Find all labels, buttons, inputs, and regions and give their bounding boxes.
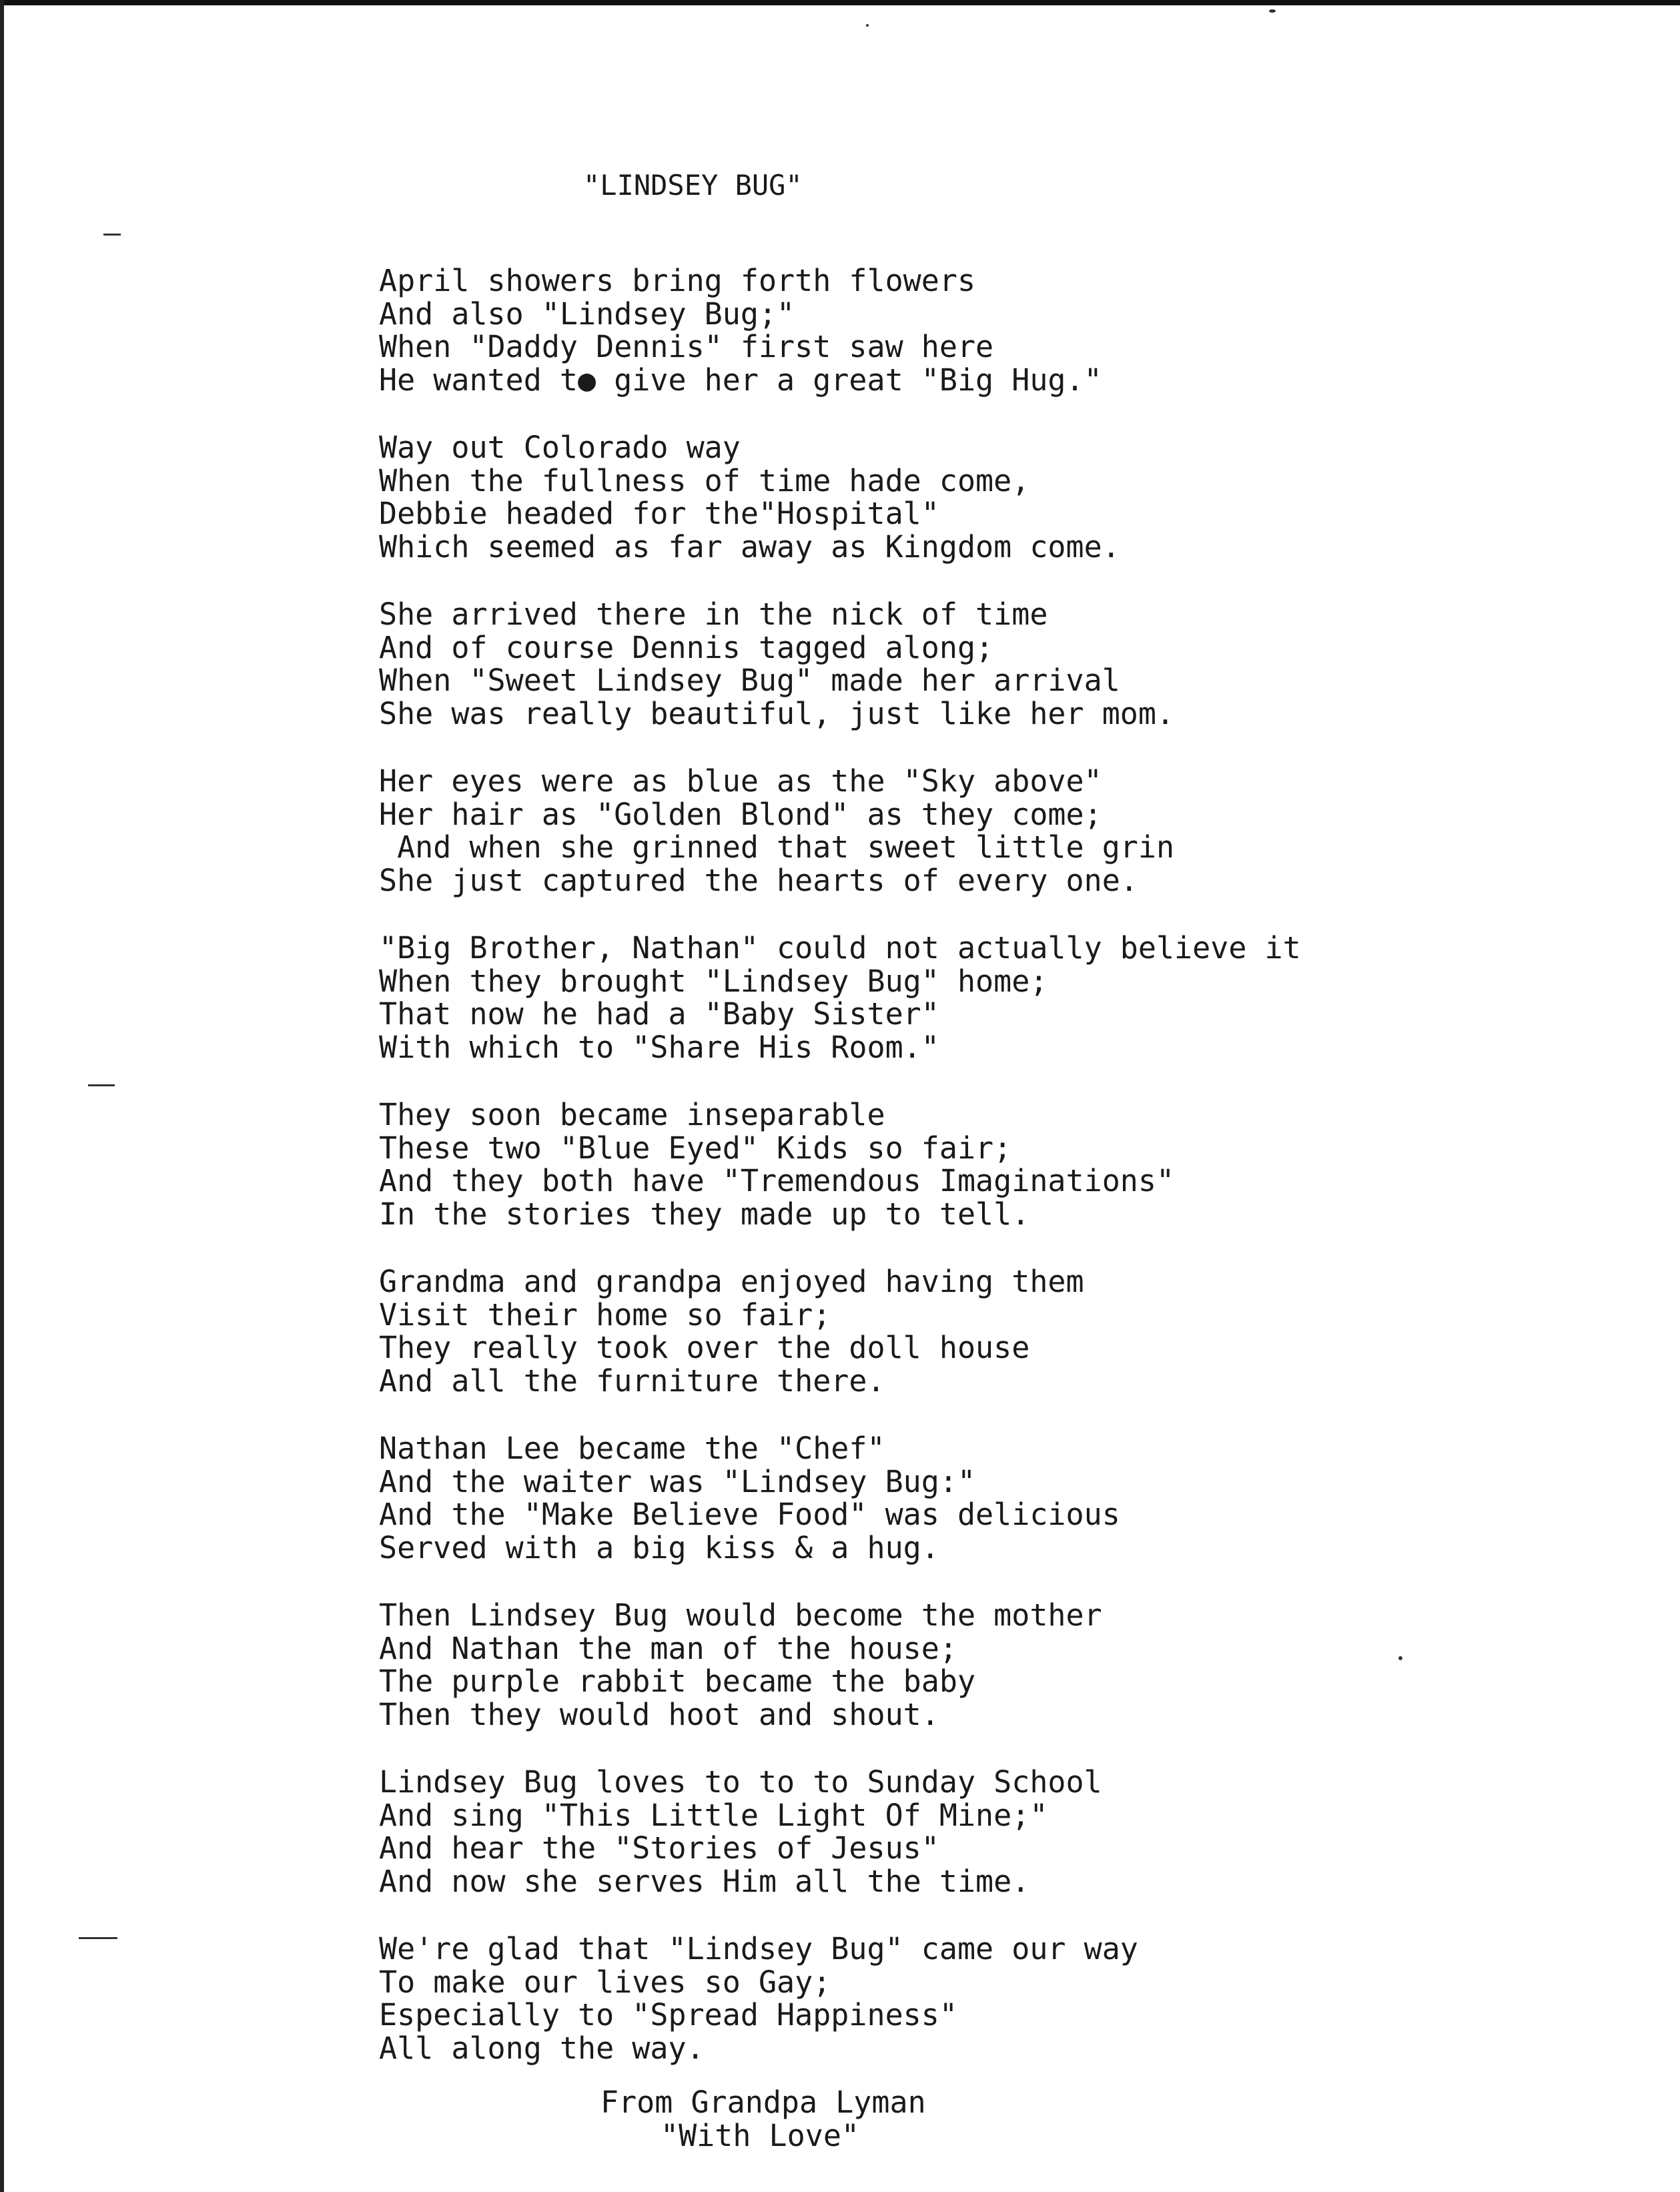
signature-from: From Grandpa Lyman (600, 2085, 926, 2120)
poem-line: To make our lives so Gay; (379, 1964, 831, 2000)
poem-line: When the fullness of time hade come, (379, 462, 1030, 498)
poem-line: That now he had a "Baby Sister" (379, 996, 939, 1032)
poem-line: She just captured the hearts of every one. (379, 862, 1138, 898)
poem-line: And they both have "Tremendous Imaginations" (379, 1163, 1175, 1198)
poem-line: And now she serves Him all the time. (379, 1863, 1030, 1899)
stanza (379, 598, 1301, 730)
poem-line: Grandma and grandpa enjoyed having them (379, 1264, 1084, 1299)
poem-line: Served with a big kiss & a hug. (379, 1529, 939, 1565)
stanza (379, 431, 1301, 563)
poem-line: With which to "Share His Room." (379, 1029, 939, 1065)
poem-line: And the "Make Believe Food" was delicious (379, 1497, 1120, 1532)
stanza (379, 1599, 1301, 1731)
poem-body (379, 264, 1301, 2099)
poem-line: Then Lindsey Bug would become the mother (379, 1597, 1102, 1633)
margin-mark (88, 1084, 115, 1086)
stanza (379, 1432, 1301, 1564)
stanza (379, 765, 1301, 897)
poem-line: And the waiter was "Lindsey Bug:" (379, 1463, 976, 1499)
poem-line: She was really beautiful, just like her mom. (379, 695, 1175, 731)
poem-line: The purple rabbit became the baby (379, 1664, 976, 1699)
poem-line: These two "Blue Eyed" Kids so fair; (379, 1130, 1012, 1166)
paper-speck (1269, 9, 1276, 13)
poem-line: Especially to "Spread Happiness" (379, 1997, 957, 2033)
poem-line: Nathan Lee became the "Chef" (379, 1431, 885, 1466)
poem-line: He wanted t● give her a great "Big Hug." (379, 362, 1102, 398)
stanza (379, 1098, 1301, 1230)
scan-border-top (0, 0, 1680, 5)
paper-speck (866, 24, 869, 27)
poem-line: They soon became inseparable (379, 1097, 885, 1132)
poem-line: Lindsey Bug loves to to to Sunday School (379, 1764, 1102, 1800)
stanza (379, 1265, 1301, 1397)
poem-line: And also "Lindsey Bug;" (379, 296, 795, 332)
stanza (379, 1766, 1301, 1898)
poem-line: In the stories they made up to tell. (379, 1196, 1030, 1232)
stanza (379, 1932, 1301, 2065)
margin-mark (79, 1937, 117, 1939)
poem-line: April showers bring forth flowers (379, 263, 976, 298)
poem-line: Her eyes were as blue as the "Sky above" (379, 763, 1102, 799)
stanza (379, 932, 1301, 1064)
poem-line: Her hair as "Golden Blond" as they come; (379, 796, 1102, 832)
poem-line: When "Daddy Dennis" first saw here (379, 329, 994, 364)
poem-line: And when she grinned that sweet little grin (379, 829, 1175, 865)
poem-line: "Big Brother, Nathan" could not actually believe it (379, 930, 1301, 966)
margin-mark (103, 234, 121, 236)
poem-line: When they brought "Lindsey Bug" home; (379, 963, 1048, 999)
poem-line: All along the way. (379, 2030, 705, 2066)
scan-border-left (0, 0, 4, 2192)
poem-line: And sing "This Little Light Of Mine;" (379, 1797, 1048, 1833)
poem-line: Way out Colorado way (379, 430, 741, 465)
poem-line: And all the furniture there. (379, 1363, 885, 1399)
stanza (379, 264, 1301, 396)
poem-title: "LINDSEY BUG" (583, 169, 803, 202)
poem-line: And Nathan the man of the house; (379, 1630, 957, 1666)
poem-line: When "Sweet Lindsey Bug" made her arrival (379, 663, 1120, 698)
poem-line: Then they would hoot and shout. (379, 1696, 939, 1732)
signature-sentiment: "With Love" (661, 2118, 860, 2153)
poem-line: We're glad that "Lindsey Bug" came our way (379, 1931, 1138, 1966)
poem-line: She arrived there in the nick of time (379, 597, 1048, 632)
paper-speck (1398, 1656, 1402, 1660)
poem-line: And hear the "Stories of Jesus" (379, 1830, 939, 1866)
poem-line: And of course Dennis tagged along; (379, 629, 994, 665)
poem-line: Debbie headed for the"Hospital" (379, 496, 939, 531)
poem-line: They really took over the doll house (379, 1330, 1030, 1365)
poem-line: Which seemed as far away as Kingdom come. (379, 528, 1120, 565)
poem-line: Visit their home so fair; (379, 1297, 831, 1333)
